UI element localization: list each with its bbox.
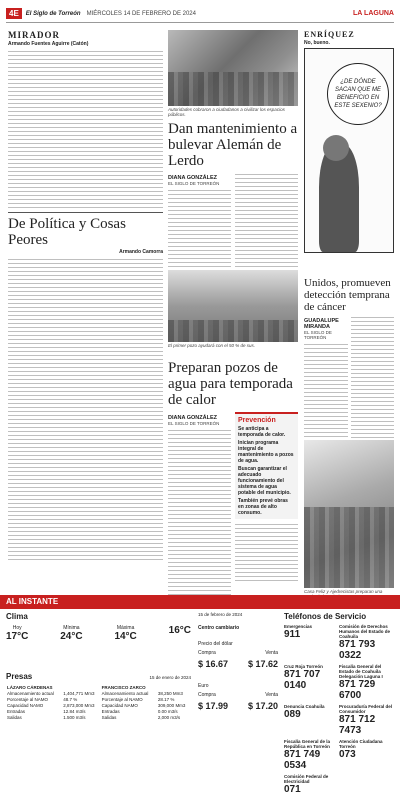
currency-date: 15 de febrero de 2024 bbox=[198, 612, 243, 617]
phones-title: Teléfonos de Servicio bbox=[284, 612, 367, 621]
page-header bbox=[6, 5, 394, 23]
dollar-sell: $ 17.62 bbox=[247, 659, 278, 669]
table-row: Porcentaje al NAMO 48.7 % Porcentaje al NAMO 28.17 % bbox=[7, 696, 175, 702]
euro-buy: $ 17.99 bbox=[198, 701, 229, 711]
cartoon-kicker: ENRÍQUEZ bbox=[304, 30, 355, 39]
table-row: Almacenamiento actual 1,404,771 Mm3 Almacenamiento actual 38,250 Mm3 bbox=[7, 690, 183, 696]
unidos-body-col2 bbox=[351, 315, 394, 453]
prevencion-item: Inician programa integral de mantenimiento a pozos de agua. bbox=[238, 440, 294, 464]
speech-bubble: ¿DE DÓNDE SACAN QUE ME BENEFICIO EN ESTE SEXENIO? bbox=[327, 63, 389, 125]
politica-title: De Política y Cosas Peores bbox=[8, 216, 126, 248]
currency-name: Precio del dólar bbox=[198, 641, 233, 647]
politica-byline: Armando Camorra bbox=[119, 249, 163, 255]
article-photo-well bbox=[168, 270, 298, 342]
dan-outlet: EL SIGLO DE TORREÓN bbox=[168, 181, 220, 186]
article-photo-group bbox=[304, 440, 394, 588]
phone-entry: Procuraduría Federal del Consumidor 871 712 7473 bbox=[339, 704, 393, 736]
left-column bbox=[8, 30, 163, 562]
group-caption: Casa Feliz y Ajedrecistas preparan una bbox=[304, 589, 383, 594]
mirador-byline: Armando Fuentes Aguirre (Catón) bbox=[8, 41, 89, 47]
phone-entry: Fiscalía General de la República en Torreón 871 749 0534 bbox=[284, 739, 331, 771]
prevencion-box bbox=[235, 412, 298, 519]
prevencion-item: También prevé obras en zonas de alto consumo. bbox=[238, 498, 288, 516]
divider bbox=[8, 212, 163, 213]
currency-label: Centro cambiario bbox=[198, 625, 240, 631]
phone-entry: Emergencias 911 bbox=[284, 624, 313, 640]
well-caption: El primer pozo ayudará con el 50 % de sus. bbox=[168, 343, 256, 348]
clima-cell: Mínima 24°C bbox=[60, 625, 83, 642]
paper-name: El Siglo de Torreón bbox=[25, 10, 81, 17]
header-date: MIÉRCOLES 14 DE FEBRERO DE 2024 bbox=[86, 10, 196, 17]
mirador-kicker: MIRADOR bbox=[8, 30, 60, 40]
currency-block: 15 de febrero de 2024 Centro cambiario Precio del dólar Compra Venta $ 16.67 $ 17.62 Euro Compra Venta $ 17.99 $ 17.20 bbox=[198, 612, 278, 711]
politica-body bbox=[8, 257, 163, 562]
phone-entry: Comisión de Derechos Humanos del Estado de Coahuila 871 793 0322 bbox=[339, 624, 391, 661]
presas-block bbox=[6, 672, 191, 720]
clima-cell: Máxima 14°C bbox=[114, 625, 137, 642]
presas-table: LÁZARO CÁRDENAS FRANCISCO ZARCO Almacenamiento actual 1,404,771 Mm3 Almacenamiento actual 38,250 Mm3 Porcentaje al NAMO 48.7 % Porcentaje al NAMO 28.17 % Capacidad NAMO 2,873,000 Mm3 Capacidad NAMO 309,000 Mm3 Entradas 12.84 m3/s Entradas 0.00 m3/s Salidas 1.500 m3/s Salidas 2,000 m3/s bbox=[6, 684, 191, 720]
presas-date: 15 de enero de 2024 bbox=[149, 675, 191, 680]
dan-author: DIANA GONZÁLEZ bbox=[168, 175, 217, 181]
unidos-outlet: EL SIGLO DE TORREÓN bbox=[304, 330, 332, 340]
bottom-panel bbox=[6, 612, 394, 795]
phone-entry: Fiscalía General del Estado de Coahuila Delegación Laguna I 871 729 6700 bbox=[339, 664, 383, 701]
al-instante-ribbon: AL INSTANTE bbox=[0, 595, 400, 609]
prevencion-item: Buscan garantizar el adecuado funcionamiento del sistema de agua potable del municipio. bbox=[238, 466, 291, 496]
euro-sell: $ 17.20 bbox=[247, 701, 278, 711]
phone-entry: Comisión Federal de Electricidad 071 bbox=[284, 774, 329, 795]
unidos-author: GUADALUPE MIRANDA bbox=[304, 318, 339, 330]
table-row: Capacidad NAMO 2,873,000 Mm3 Capacidad NAMO 309,000 Mm3 bbox=[7, 702, 186, 708]
pozos-body-col2 bbox=[235, 522, 298, 582]
dan-headline: Dan mantenimiento a bulevar Alemán de Lerdo bbox=[168, 121, 298, 169]
pozos-body-col1 bbox=[168, 428, 231, 608]
phone-entry: Denuncia Coahuila 089 bbox=[284, 704, 325, 720]
table-row: Salidas 1.500 m3/s Salidas 2,000 m3/s bbox=[7, 714, 181, 720]
clima-block bbox=[6, 612, 191, 642]
unidos-body-col1 bbox=[304, 342, 348, 454]
prevencion-item: Se anticipa a temporada de calor. bbox=[238, 426, 286, 438]
cartoon-head-icon bbox=[323, 135, 349, 161]
page-number: 4E bbox=[6, 8, 22, 19]
prevencion-title: Prevención bbox=[238, 417, 276, 424]
phone-entry: Atención Ciudadana Torreón 073 bbox=[339, 739, 383, 760]
dollar-buy: $ 16.67 bbox=[198, 659, 229, 669]
clima-title: Clima bbox=[6, 612, 28, 621]
section-name: LA LAGUNA bbox=[353, 10, 394, 17]
pozos-outlet: EL SIGLO DE TORREÓN bbox=[168, 421, 220, 426]
editorial-cartoon bbox=[304, 48, 394, 253]
phones-block bbox=[284, 612, 394, 795]
mirador-body bbox=[8, 49, 163, 209]
cartoon-byline: No, bueno. bbox=[304, 40, 330, 46]
table-row: Entradas 12.84 m3/s Entradas 0.00 m3/s bbox=[7, 708, 178, 714]
photo-caption: Autoridades cobraron a ciudadanos a civilizar los espacios públicos. bbox=[168, 107, 285, 117]
clima-cell: Hoy 17°C bbox=[6, 625, 29, 642]
pozos-headline: Preparan pozos de agua para temporada de calor bbox=[168, 360, 293, 408]
pozos-author: DIANA GONZÁLEZ bbox=[168, 415, 217, 421]
clima-cell: 16°C bbox=[168, 625, 191, 636]
presas-title: Presas bbox=[6, 672, 33, 681]
phone-entry: Cruz Roja Torreón 871 707 0140 bbox=[284, 664, 323, 691]
article-photo-cleaning bbox=[168, 30, 298, 106]
euro-name: Euro bbox=[198, 683, 209, 689]
unidos-headline: Unidos, promueven detección temprana de cáncer bbox=[304, 277, 391, 313]
